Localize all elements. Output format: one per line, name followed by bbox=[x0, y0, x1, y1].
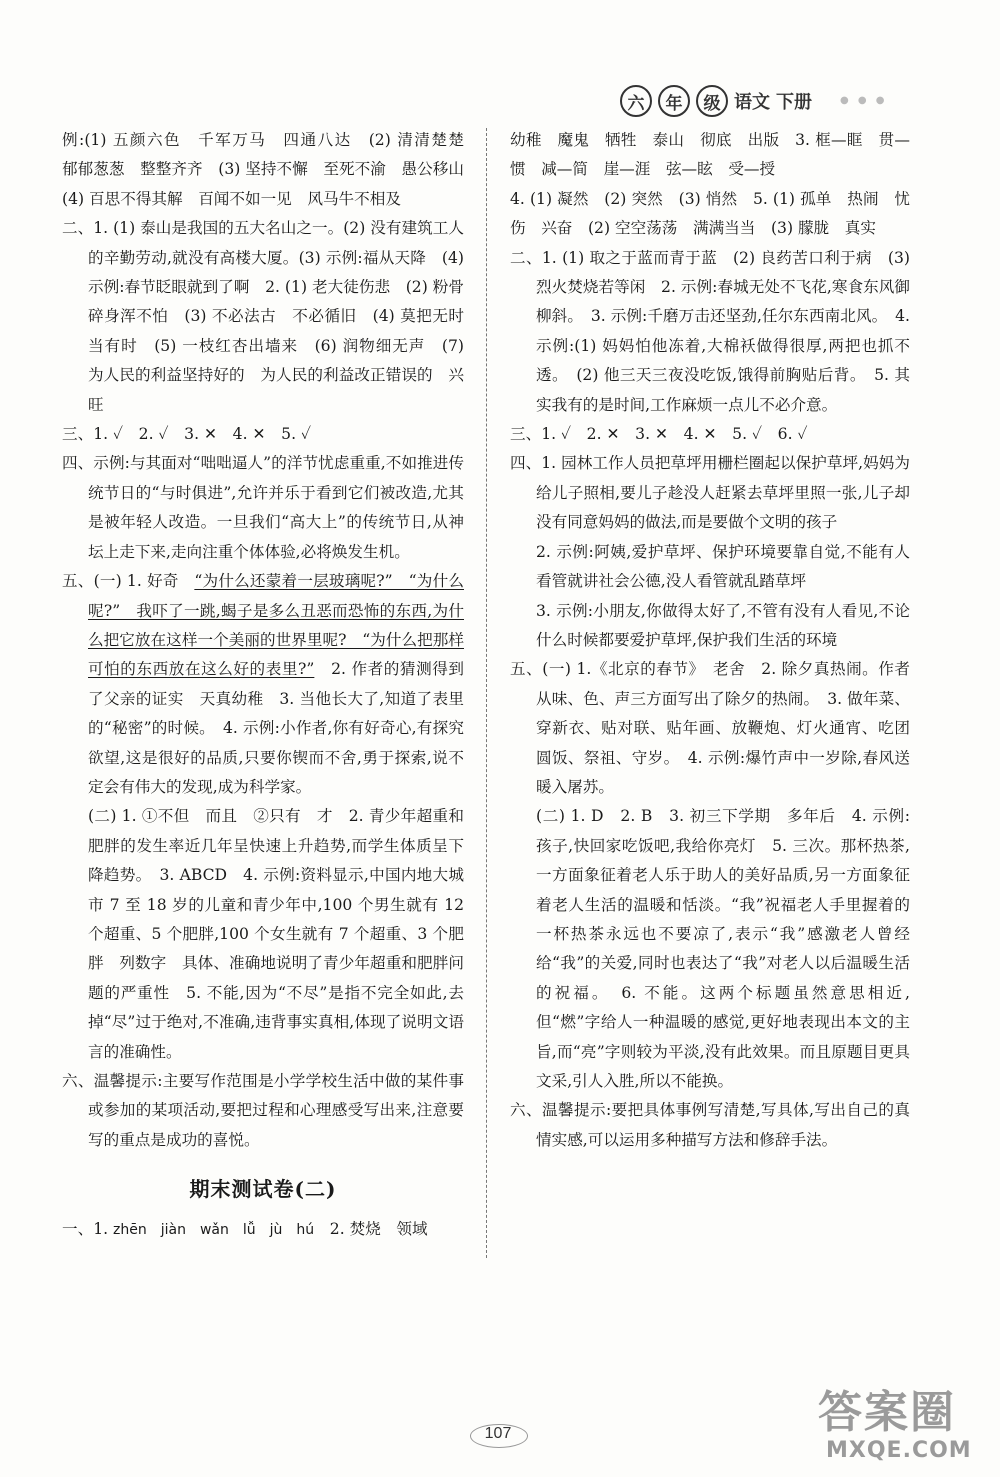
page-number: 107 bbox=[468, 1420, 528, 1448]
watermark-url: MXQE.COM bbox=[826, 1438, 972, 1463]
header-grade-char: 六 bbox=[620, 85, 652, 117]
answer-paragraph: 3. 示例:小朋友,你做得太好了,不管有没有人看见,不论什么时候都要爱护草坪,保护我们生活的环境 bbox=[536, 601, 910, 649]
watermark-logo bbox=[812, 1376, 992, 1472]
answer-text: 一、1. bbox=[62, 1219, 109, 1238]
column-divider bbox=[486, 128, 487, 1258]
answer-section-6: 六、温馨提示:主要写作范围是小学学校生活中做的某件事或参加的某项活动,要把过程和心理感受写出来,注意要写的重点是成功的喜悦。 bbox=[62, 1072, 464, 1149]
answer-section-5-part-2: (二) 1. ①不但 而且 ②只有 才 2. 青少年超重和肥胖的发生率近几年呈快速上升趋势,而学生体质呈下降趋势。 3. ABCD 4. 示例:资料显示,中国内地大城市 7 至 18 岁的儿童和青少年中,100 个男生就有 12 个超重、5 个肥胖,100 个女生就有 7 个超重、3 个肥胖 列数字 具体、准确地说明了青少年超重和肥胖问题的严重性 5. 不能,因为“不尽”是指不完全如此,去掉“尽”过于绝对,不准确,违背事实真相,体现了说明文语言的准确性。 bbox=[88, 807, 464, 1061]
header-subject: 语文 bbox=[734, 92, 770, 113]
answer-section-1-next bbox=[62, 1215, 464, 1245]
answer-paragraph: 幼稚 魔鬼 牺牲 泰山 彻底 出版 3. 框—眶 贯—惯 减—简 崖—涯 弦—眩 受—授 bbox=[510, 131, 910, 179]
answer-section-3: 三、1. ✓ 2. ✕ 3. ✕ 4. ✕ 5. ✓ 6. ✓ bbox=[510, 425, 808, 444]
answer-section-2: 二、1. (1) 取之于蓝而青于蓝 (2) 良药苦口利于病 (3) 烈火焚烧若等闲 2. 示例:春城无处不飞花,寒食东风御柳斜。 3. 示例:千磨万击还坚劲,任尔东西南北风。 4. 示例:(1) 妈妈怕他冻着,大棉袄做得很厚,两把也抓不透。 (2) 他三天三夜没吃饭,饿得前胸贴后背。 5. 其实我有的是时间,工作麻烦一点儿不必介意。 bbox=[510, 248, 910, 414]
decorative-dots: ● ● ● bbox=[840, 95, 888, 106]
header-volume: 下册 bbox=[776, 92, 812, 113]
watermark-text: 答案圈 bbox=[818, 1387, 956, 1438]
header-grade-char: 级 bbox=[696, 85, 728, 117]
left-column bbox=[62, 126, 480, 1245]
answer-section-5-part-1: 五、(一) 1.《北京的春节》 老舍 2. 除夕真热闹。作者从味、色、声三方面写出了除夕的热闹。 3. 做年菜、穿新衣、贴对联、贴年画、放鞭炮、灯火通宵、吃团圆饭、祭祖、守岁。 4. 示例:爆竹声中一岁除,春风送暖入屠苏。 bbox=[510, 660, 910, 796]
answer-paragraph: 例:(1) 五颜六色 千军万马 四通八达 (2) 清清楚楚 郁郁葱葱 整整齐齐 (3) 坚持不懈 至死不渝 愚公移山 (4) 百思不得其解 百闻不如一见 风马牛不相及 bbox=[62, 131, 480, 208]
answer-section-6: 六、温馨提示:要把具体事例写清楚,写具体,写出自己的真情实感,可以运用多种描写方法和修辞手法。 bbox=[510, 1101, 910, 1149]
answer-text: 2. 焚烧 领域 bbox=[329, 1219, 428, 1238]
answer-section-5-part-2: (二) 1. D 2. B 3. 初三下学期 多年后 4. 示例:孩子,快回家吃饭吧,我给你亮灯 5. 三次。那杯热茶,一方面象征着老人乐于助人的美好品质,另一方面象征着老人生活的温暖和恬淡。“我”祝福老人手里握着的一杯热茶永远也不要凉了,表示“我”感激老人曾经给“我”的关爱,同时也表达了“我”对老人以后温暖生活的祝福。 6. 不能。这两个标题虽然意思相近,但“燃”字给人一种温暖的感觉,更好地表现出本文的主旨,而“亮”字则较为平淡,没有此效果。而且原题目更具文采,引人入胜,所以不能换。 bbox=[536, 807, 910, 1090]
answer-section-5-part-1 bbox=[62, 567, 464, 802]
answer-text: 2. 作者的猜测得到了父亲的证实 天真幼稚 3. 当他长大了,知道了表里的“秘密”的时候。 4. 示例:小作者,你有好奇心,有探究欲望,这是很好的品质,只要你锲而不舍,勇于探索,说不定会有伟大的发现,成为科学家。 bbox=[88, 660, 464, 796]
answer-section-2: 二、1. (1) 泰山是我国的五大名山之一。(2) 没有建筑工人的辛勤劳动,就没有高楼大厦。(3) 示例:福从天降 (4) 示例:春节眨眼就到了啊 2. (1) 老大徒伤悲 (2) 粉骨碎身浑不怕 (3) 不必法古 不必循旧 (4) 莫把无时当有时 (5) 一枝红杏出墙来 (6) 润物细无声 (7) 为人民的利益坚持好的 为人民的利益改正错误的 兴旺 bbox=[62, 219, 464, 414]
answer-paragraph: 2. 示例:阿姨,爱护草坪、保护环境要靠自觉,不能有人看管就讲社会公德,没人看管就乱踏草坪 bbox=[536, 542, 910, 591]
pinyin-answers: zhēn jiàn wǎn lǚ jù hú bbox=[113, 1221, 315, 1238]
section-title: 期末测试卷(二) bbox=[189, 1177, 337, 1202]
header-grade-char: 年 bbox=[658, 85, 690, 117]
running-header bbox=[620, 84, 812, 118]
right-column bbox=[510, 126, 910, 1155]
answer-section-4: 四、示例:与其面对“咄咄逼人”的洋节忧虑重重,不如推进传统节日的“与时俱进”,允许并乐于看到它们被改造,尤其是被年轻人改造。一旦我们“高大上”的传统节日,从神坛上走下来,走向注重个体体验,必将焕发生机。 bbox=[62, 454, 464, 561]
answer-paragraph: 4. (1) 凝然 (2) 突然 (3) 悄然 5. (1) 孤单 热闹 忧伤 兴奋 (2) 空空荡荡 满满当当 (3) 朦胧 真实 bbox=[510, 189, 910, 238]
answer-section-4: 四、1. 园林工作人员把草坪用栅栏圈起以保护草坪,妈妈为给儿子照相,要儿子趁没人赶紧去草坪里照一张,儿子却没有同意妈妈的做法,而是要做个文明的孩子 bbox=[510, 454, 910, 532]
answer-section-3: 三、1. ✓ 2. ✓ 3. ✕ 4. ✕ 5. ✓ bbox=[62, 425, 312, 444]
answer-text: 五、(一) 1. 好奇 bbox=[62, 572, 195, 591]
underlined-quotes: “为什么还蒙着一层玻璃呢?” “为什么呢?” 我吓了一跳,蝎子是多么丑恶而恐怖的东西,为什么把它放在这样一个美丽的世界里呢? “为什么把那样可怕的东西放在这么好的表里?” bbox=[88, 572, 464, 679]
